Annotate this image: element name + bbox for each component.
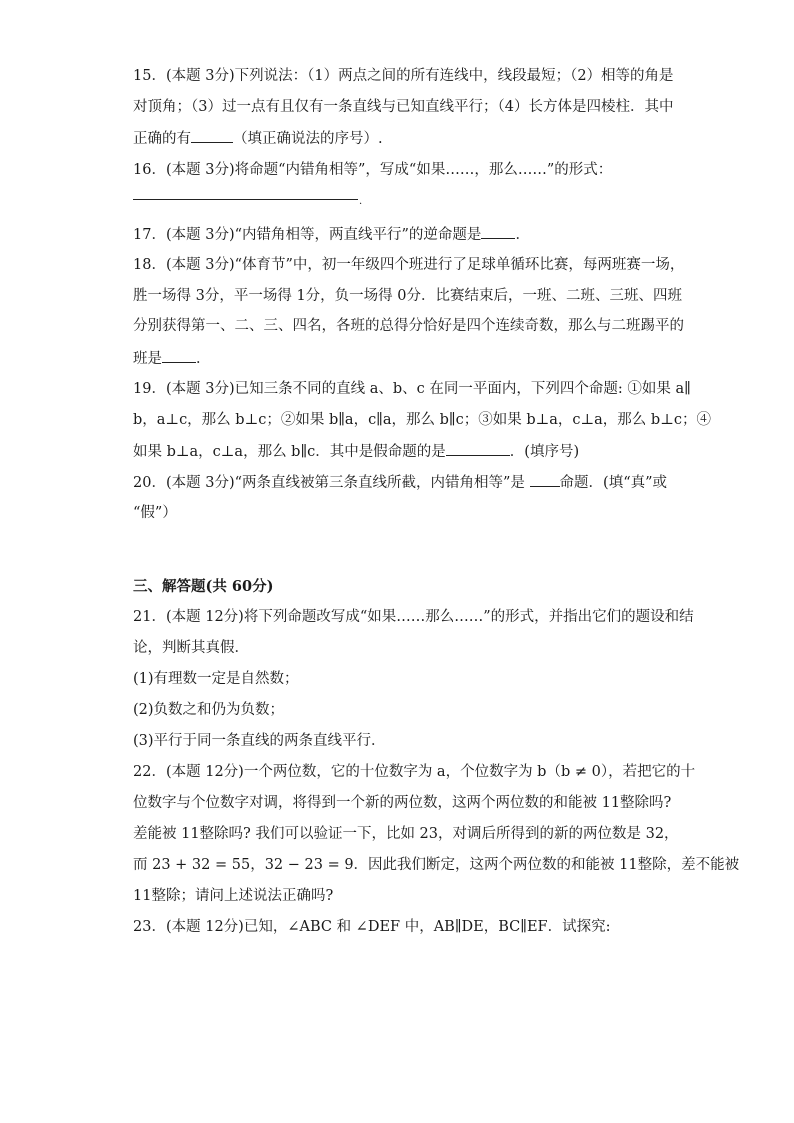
q19-line3	[133, 441, 579, 462]
q16-tail: .	[359, 196, 363, 207]
q20-line1	[133, 472, 667, 493]
q19-answer-blank[interactable]	[446, 441, 510, 456]
q15-answer-blank[interactable]	[191, 128, 233, 143]
q23-line1: 23．(本题 12分)已知，∠ABC 和 ∠DEF 中，AB∥DE，BC∥EF．试探究:	[133, 919, 611, 935]
q22-line1: 22．(本题 12分)一个两位数，它的十位数字为 a，个位数字为 b（b ≠ 0），若把它的十	[133, 764, 696, 780]
q16-answer-blank[interactable]	[133, 199, 358, 200]
q15-line3-start: 正确的有	[133, 131, 191, 147]
q17-line1-end: ．	[515, 227, 530, 243]
q18-line2: 胜一场得 3分，平一场得 1分，负一场得 0分．比赛结束后，一班、二班、三班、四班	[133, 288, 683, 304]
q17-line1	[133, 224, 530, 245]
q21-line1: 21．(本题 12分)将下列命题改写成“如果……那么……”的形式，并指出它们的题设和结	[133, 609, 694, 625]
q22-line2: 位数字与个位数字对调，将得到一个新的两位数，这两个两位数的和能被 11整除吗?	[133, 795, 672, 811]
q18-line4-end: ．	[196, 351, 211, 367]
q22-line4: 而 23 + 32 = 55，32 − 23 = 9．因此我们断定，这两个两位数的和能被 11整除，差不能被	[133, 857, 740, 873]
q22-line3: 差能被 11整除吗? 我们可以验证一下，比如 23，对调后所得到的新的两位数是 32，	[133, 826, 679, 842]
q20-line1-end: 命题．(填“真”或	[559, 475, 668, 491]
q18-line4-start: 班是	[133, 351, 162, 367]
q18-answer-blank[interactable]	[162, 348, 196, 363]
q15-line2: 对顶角；（3）过一点有且仅有一条直线与已知直线平行；（4）长方体是四棱柱．其中	[133, 99, 674, 115]
q17-answer-blank[interactable]	[481, 224, 515, 239]
q19-line1: 19．(本题 3分)已知三条不同的直线 a、b、c 在同一平面内，下列四个命题: ①如果 a∥	[133, 381, 691, 397]
q19-line2: b，a⊥c，那么 b⊥c；②如果 b∥a，c∥a，那么 b∥c；③如果 b⊥a，c⊥a，那么 b⊥c；④	[133, 412, 711, 428]
q15-line1: 15．(本题 3分)下列说法：（1）两点之间的所有连线中，线段最短；（2）相等的角是	[133, 68, 674, 84]
q15-line3-end: （填正确说法的序号）.	[233, 131, 383, 147]
q15-line3	[133, 128, 383, 149]
q18-line4	[133, 348, 211, 369]
q19-line3-end: ．(填序号)	[509, 444, 580, 460]
q16-line1: 16．(本题 3分)将命题“内错角相等”，写成“如果……，那么……”的形式：	[133, 162, 613, 178]
q18-line1: 18．(本题 3分)“体育节”中，初一年级四个班进行了足球单循环比赛，每两班赛一场，	[133, 257, 685, 273]
q21-line2: 论，判断其真假．	[133, 640, 249, 656]
section-title: 三、解答题(共 60分)	[133, 578, 274, 595]
q20-line2: “假”）	[133, 505, 177, 521]
q21-item3: (3)平行于同一条直线的两条直线平行．	[133, 733, 386, 749]
q21-item2: (2)负数之和仍为负数；	[133, 702, 285, 718]
q21-item1: (1)有理数一定是自然数；	[133, 671, 299, 687]
q22-line5: 11整除；请问上述说法正确吗?	[133, 888, 334, 904]
q19-line3-start: 如果 b⊥a，c⊥a，那么 b∥c．其中是假命题的是	[133, 444, 446, 460]
q20-line1-start: 20．(本题 3分)“两条直线被第三条直线所截，内错角相等”是	[133, 475, 530, 491]
q20-answer-blank[interactable]	[530, 472, 560, 487]
q18-line3: 分别获得第一、二、三、四名，各班的总得分恰好是四个连续奇数，那么与二班踢平的	[133, 318, 684, 334]
q17-line1-start: 17．(本题 3分)“内错角相等，两直线平行”的逆命题是	[133, 227, 482, 243]
